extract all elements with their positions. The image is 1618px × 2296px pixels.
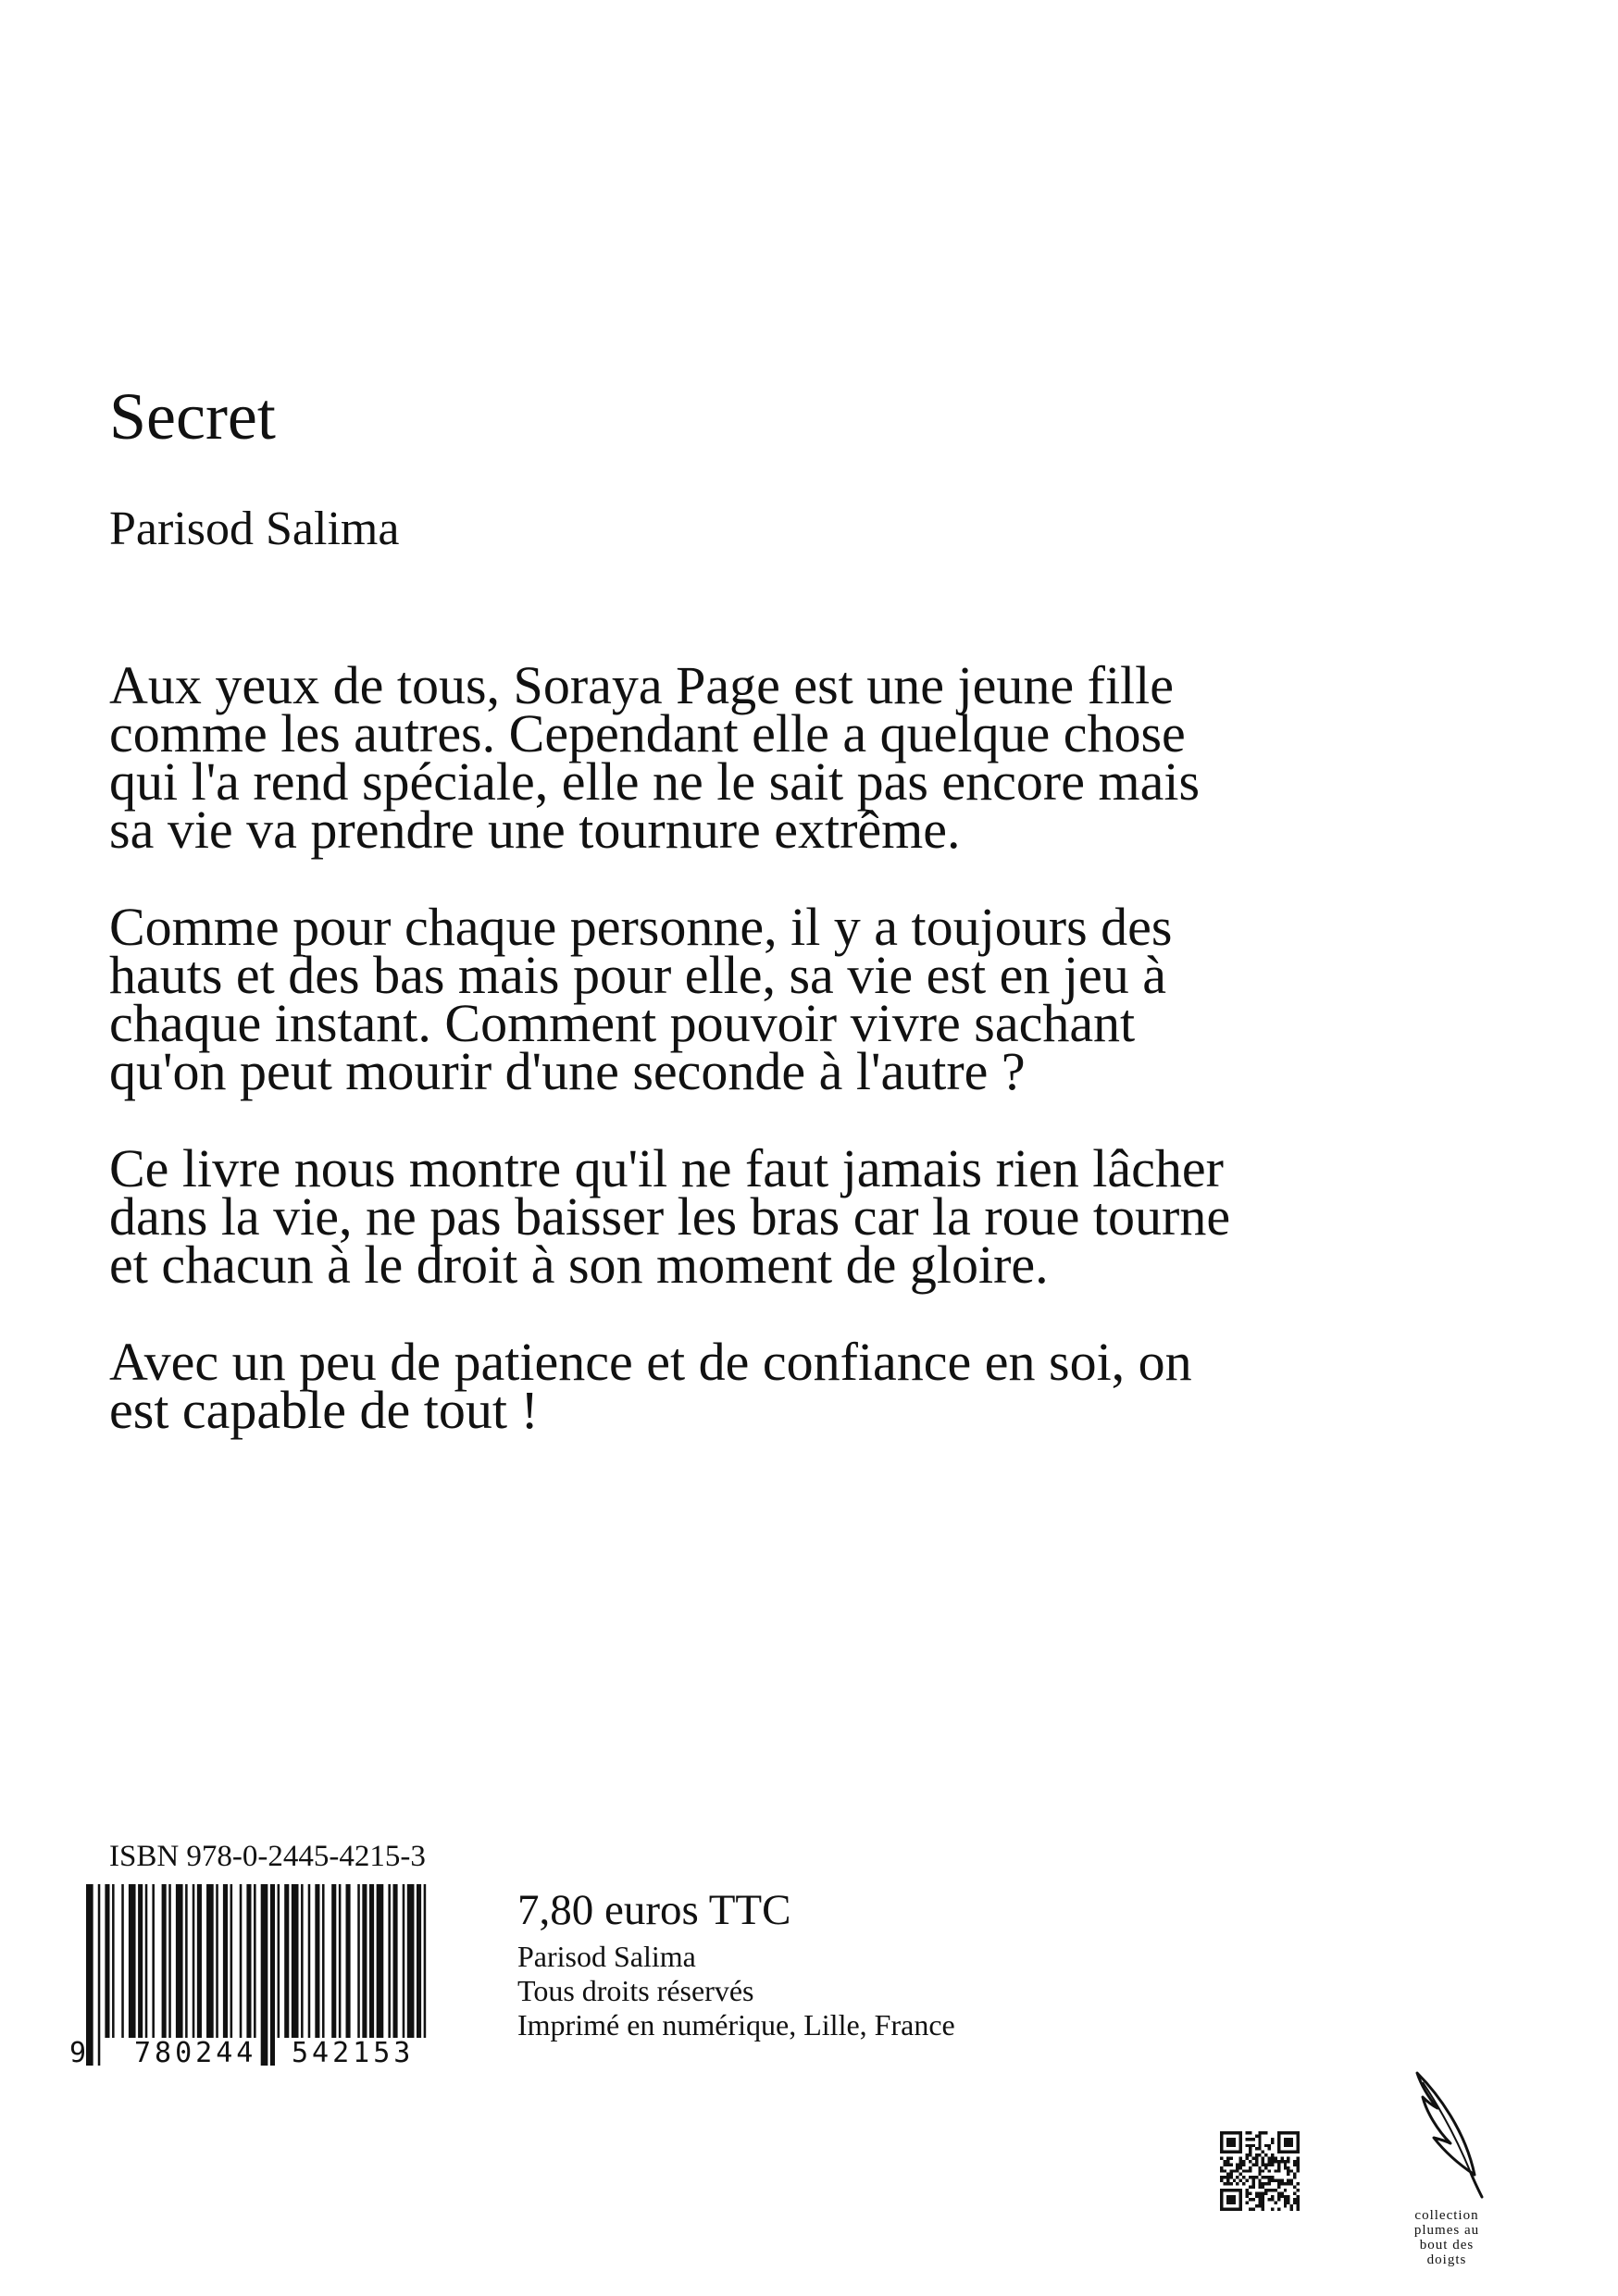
qr-module [1280, 2160, 1283, 2163]
qr-module [1297, 2160, 1300, 2163]
qr-module [1293, 2173, 1296, 2176]
qr-module [1262, 2163, 1264, 2166]
qr-module [1246, 2157, 1249, 2160]
qr-module [1284, 2195, 1287, 2198]
barcode-graphic [69, 1884, 458, 2066]
qr-module [1255, 2160, 1258, 2163]
qr-module [1239, 2157, 1242, 2160]
isbn-barcode [69, 1884, 458, 2066]
qr-module [1249, 2208, 1251, 2211]
qr-module [1274, 2189, 1276, 2191]
qr-module [1297, 2189, 1300, 2191]
qr-module [1277, 2160, 1280, 2163]
qr-module [1268, 2169, 1271, 2172]
qr-module [1255, 2195, 1258, 2198]
qr-module [1271, 2153, 1274, 2156]
qr-module [1255, 2157, 1258, 2160]
qr-module [1262, 2169, 1264, 2172]
qr-module [1226, 2179, 1229, 2182]
barcode-bar [261, 1884, 268, 2066]
qr-module [1280, 2179, 1283, 2182]
qr-module [1258, 2179, 1261, 2182]
barcode-bar [246, 1884, 251, 2038]
barcode-bar [86, 1884, 93, 2066]
qr-module [1220, 2179, 1223, 2182]
qr-module [1297, 2182, 1300, 2185]
qr-module [1262, 2131, 1264, 2134]
qr-module [1297, 2198, 1300, 2201]
qr-module [1251, 2179, 1254, 2182]
barcode-left-digits: 780244 [134, 2037, 257, 2066]
feather-icon [1410, 2066, 1484, 2204]
barcode-bar [417, 1884, 421, 2038]
qr-module [1251, 2163, 1254, 2166]
price: 7,80 euros TTC [517, 1886, 791, 1934]
qr-module [1287, 2182, 1289, 2185]
qr-module [1297, 2195, 1300, 2198]
barcode-bar [331, 1884, 336, 2038]
book-title: Secret [109, 379, 276, 453]
barcode-bar [129, 1884, 136, 2038]
qr-module [1246, 2153, 1249, 2156]
qr-module [1293, 2202, 1296, 2204]
qr-module [1284, 2166, 1287, 2169]
qr-module [1229, 2169, 1232, 2172]
qr-module [1290, 2182, 1293, 2185]
qr-module [1233, 2169, 1236, 2172]
qr-module [1271, 2198, 1274, 2201]
qr-module [1268, 2163, 1271, 2166]
qr-module [1251, 2144, 1254, 2147]
qr-module [1249, 2144, 1251, 2147]
qr-module [1287, 2166, 1289, 2169]
qr-module [1287, 2173, 1289, 2176]
qr-module [1268, 2160, 1271, 2163]
qr-module [1258, 2147, 1261, 2150]
qr-code-graphic [1220, 2131, 1300, 2211]
barcode-bar [176, 1884, 183, 2038]
barcode-bar [121, 1884, 124, 2038]
qr-module [1242, 2169, 1245, 2172]
qr-module [1277, 2166, 1280, 2169]
qr-module [1251, 2157, 1254, 2160]
qr-module [1262, 2151, 1264, 2153]
qr-module [1236, 2176, 1238, 2178]
qr-module [1262, 2157, 1264, 2160]
barcode-bar [168, 1884, 171, 2038]
qr-module [1284, 2198, 1287, 2201]
qr-module [1239, 2163, 1242, 2166]
qr-module [1220, 2176, 1223, 2178]
qr-module [1262, 2202, 1264, 2204]
qr-module [1229, 2182, 1232, 2185]
barcode-right-digits: 542153 [292, 2037, 415, 2066]
qr-module [1297, 2169, 1300, 2172]
qr-module [1274, 2160, 1276, 2163]
barcode-bar [138, 1884, 143, 2038]
qr-module [1271, 2179, 1274, 2182]
qr-module [1249, 2160, 1251, 2163]
qr-module [1287, 2160, 1289, 2163]
qr-module [1287, 2202, 1289, 2204]
barcode-bar [315, 1884, 319, 2038]
qr-module [1249, 2138, 1251, 2141]
qr-module [1258, 2131, 1261, 2134]
qr-module [1287, 2169, 1289, 2172]
printing-info: Imprimé en numérique, Lille, France [517, 2008, 955, 2042]
barcode-bar [377, 1884, 384, 2038]
qr-module [1236, 2182, 1238, 2185]
barcode-bar [105, 1884, 109, 2038]
qr-module [1246, 2191, 1249, 2194]
qr-module [1287, 2157, 1289, 2160]
qr-module [1223, 2182, 1226, 2185]
qr-module [1264, 2163, 1267, 2166]
qr-module [1226, 2163, 1229, 2166]
qr-module [1223, 2169, 1226, 2172]
qr-module [1287, 2179, 1289, 2182]
back-cover-blurb [109, 655, 1248, 1483]
qr-module [1264, 2176, 1267, 2178]
qr-module [1242, 2160, 1245, 2163]
qr-module [1249, 2191, 1251, 2194]
qr-module [1280, 2195, 1283, 2198]
qr-module [1220, 2169, 1223, 2172]
qr-module [1280, 2191, 1283, 2194]
qr-module [1258, 2173, 1261, 2176]
qr-module [1236, 2169, 1238, 2172]
qr-module [1262, 2198, 1264, 2201]
isbn-label: ISBN 978-0-2445-4215-3 [109, 1840, 426, 1873]
qr-module [1293, 2191, 1296, 2194]
qr-module [1246, 2131, 1249, 2134]
qr-module [1284, 2138, 1293, 2147]
qr-module [1268, 2198, 1271, 2201]
barcode-bar [185, 1884, 188, 2038]
qr-module [1223, 2163, 1226, 2166]
publication-info [517, 1884, 955, 2042]
collection-line: collection [1414, 2208, 1479, 2223]
qr-module [1262, 2208, 1264, 2211]
collection-name [1398, 2208, 1496, 2267]
qr-module [1226, 2173, 1229, 2176]
qr-module [1255, 2191, 1258, 2194]
qr-module [1293, 2185, 1296, 2188]
qr-module [1249, 2147, 1251, 2150]
qr-module [1290, 2169, 1293, 2172]
qr-module [1277, 2208, 1280, 2211]
barcode-bar [424, 1884, 427, 2038]
qr-module [1268, 2179, 1271, 2182]
qr-module [1271, 2176, 1274, 2178]
qr-module [1226, 2160, 1229, 2163]
qr-module [1258, 2195, 1261, 2198]
qr-module [1271, 2163, 1274, 2166]
qr-module [1297, 2166, 1300, 2169]
barcode-bar [230, 1884, 233, 2038]
barcode-bar [339, 1884, 342, 2038]
qr-module [1258, 2166, 1261, 2169]
book-author: Parisod Salima [109, 503, 400, 555]
barcode-bar [145, 1884, 148, 2038]
qr-module [1255, 2147, 1258, 2150]
qr-module [1246, 2195, 1249, 2198]
publication-author: Parisod Salima [517, 1940, 696, 1973]
qr-module [1268, 2144, 1271, 2147]
qr-module [1236, 2163, 1238, 2166]
qr-module [1264, 2166, 1267, 2169]
barcode-bar [162, 1884, 167, 2038]
qr-module [1297, 2208, 1300, 2211]
barcode-bar [403, 1884, 405, 2038]
qr-module [1264, 2189, 1267, 2191]
qr-module [1226, 2138, 1236, 2147]
qr-module [1290, 2179, 1293, 2182]
qr-module [1258, 2138, 1261, 2141]
barcode-bar [206, 1884, 214, 2038]
blurb-paragraph: Ce livre nous montre qu'il ne faut jamais rien lâcher dans la vie, ne pas baisser les bras car la roue tourne et chacun à le droit à son moment de gloire. [109, 1138, 1231, 1295]
qr-module [1223, 2160, 1226, 2163]
qr-module [1255, 2153, 1258, 2156]
qr-module [1229, 2176, 1232, 2178]
qr-module [1284, 2160, 1287, 2163]
barcode-bar [357, 1884, 360, 2038]
qr-module [1268, 2189, 1271, 2191]
qr-module [1290, 2204, 1293, 2207]
qr-module [1274, 2179, 1276, 2182]
qr-module [1262, 2191, 1264, 2194]
qr-module [1262, 2195, 1264, 2198]
barcode-bar [407, 1884, 415, 2038]
qr-module [1268, 2182, 1271, 2185]
qr-module [1271, 2138, 1274, 2141]
qr-module [1242, 2176, 1245, 2178]
qr-module [1249, 2151, 1251, 2153]
qr-module [1249, 2176, 1251, 2178]
barcode-bar [223, 1884, 228, 2038]
qr-module [1277, 2198, 1280, 2201]
qr-module [1271, 2189, 1274, 2191]
qr-module [1249, 2169, 1251, 2172]
qr-module [1220, 2166, 1223, 2169]
qr-module [1297, 2157, 1300, 2160]
qr-module [1220, 2157, 1223, 2160]
qr-module [1246, 2138, 1249, 2141]
qr-module [1239, 2166, 1242, 2169]
qr-module [1258, 2144, 1261, 2147]
qr-module [1284, 2163, 1287, 2166]
qr-module [1277, 2163, 1280, 2166]
qr-module [1293, 2163, 1296, 2166]
qr-module [1258, 2204, 1261, 2207]
barcode-bar [292, 1884, 299, 2038]
blurb-paragraph: Comme pour chaque personne, il y a toujours des hauts et des bas mais pour elle, sa vie est en jeu à chaque instant. Comment pouvoir vivre sachant qu'on peut mourir d'une seconde à l'autre ? [109, 897, 1173, 1101]
barcode-bar [193, 1884, 195, 2038]
qr-module [1262, 2185, 1264, 2188]
qr-module [1251, 2208, 1254, 2211]
collection-line: bout des [1419, 2238, 1475, 2253]
qr-module [1277, 2179, 1280, 2182]
collection-line: plumes au [1413, 2223, 1480, 2238]
barcode-bar [112, 1884, 115, 2038]
qr-module [1287, 2198, 1289, 2201]
barcode-bar [278, 1884, 280, 2038]
qr-module [1249, 2185, 1251, 2188]
qr-module [1293, 2160, 1296, 2163]
qr-module [1242, 2163, 1245, 2166]
qr-module [1226, 2182, 1229, 2185]
qr-module [1280, 2182, 1283, 2185]
qr-module [1246, 2189, 1249, 2191]
qr-module [1258, 2202, 1261, 2204]
qr-module [1293, 2176, 1296, 2178]
qr-module [1271, 2208, 1274, 2211]
qr-module [1284, 2189, 1287, 2191]
barcode-bar [322, 1884, 325, 2038]
qr-module [1277, 2169, 1280, 2172]
qr-module [1274, 2202, 1276, 2204]
qr-module [1229, 2173, 1232, 2176]
qr-module [1251, 2138, 1254, 2141]
qr-module [1246, 2202, 1249, 2204]
barcode-bar [393, 1884, 398, 2038]
qr-module [1264, 2182, 1267, 2185]
qr-code [1220, 2131, 1300, 2211]
qr-module [1258, 2169, 1261, 2172]
qr-module [1268, 2157, 1271, 2160]
qr-module [1262, 2204, 1264, 2207]
qr-module [1277, 2191, 1280, 2194]
qr-module [1258, 2141, 1261, 2143]
barcode-bar [152, 1884, 155, 2038]
qr-module [1223, 2176, 1226, 2178]
qr-module [1280, 2157, 1283, 2160]
qr-module [1226, 2157, 1229, 2160]
qr-module [1258, 2153, 1261, 2156]
rights-notice: Tous droits réservés [517, 1974, 754, 2007]
qr-module [1229, 2157, 1232, 2160]
qr-module [1251, 2176, 1254, 2178]
barcode-bar [284, 1884, 289, 2038]
qr-module [1258, 2134, 1261, 2137]
qr-module [1239, 2179, 1242, 2182]
barcode-bar [270, 1884, 275, 2066]
barcode-bar [308, 1884, 311, 2038]
qr-module [1246, 2179, 1249, 2182]
barcode-bar [216, 1884, 218, 2038]
qr-module [1239, 2160, 1242, 2163]
qr-module [1277, 2195, 1280, 2198]
qr-module [1268, 2176, 1271, 2178]
qr-module [1258, 2191, 1261, 2194]
qr-module [1233, 2179, 1236, 2182]
qr-module [1264, 2191, 1267, 2194]
qr-module [1277, 2182, 1280, 2185]
qr-module [1249, 2153, 1251, 2156]
qr-module [1284, 2204, 1287, 2207]
qr-module [1251, 2198, 1254, 2201]
qr-module [1249, 2131, 1251, 2134]
qr-module [1271, 2141, 1274, 2143]
qr-module [1239, 2173, 1242, 2176]
qr-module [1277, 2185, 1280, 2188]
qr-module [1271, 2160, 1274, 2163]
qr-module [1246, 2144, 1249, 2147]
qr-module [1290, 2208, 1293, 2211]
qr-module [1226, 2176, 1229, 2178]
qr-module [1287, 2195, 1289, 2198]
qr-module [1258, 2182, 1261, 2185]
qr-module [1255, 2163, 1258, 2166]
qr-module [1226, 2195, 1236, 2204]
barcode-bar [301, 1884, 304, 2038]
blurb-paragraph: Avec un peu de patience et de confiance en soi, on est capable de tout ! [109, 1332, 1192, 1440]
blurb-paragraph: Aux yeux de tous, Soraya Page est une jeune fille comme les autres. Cependant elle a quelque chose qui l'a rend spéciale, elle ne le sait pas encore mais sa vie va prendre une tournure extrême. [109, 655, 1201, 860]
barcode-bar [240, 1884, 243, 2038]
collection-line: doigts [1426, 2253, 1467, 2267]
qr-module [1242, 2182, 1245, 2185]
qr-module [1271, 2195, 1274, 2198]
collection-logo [1398, 2066, 1496, 2267]
barcode-lead-digit: 9 [69, 2037, 87, 2066]
barcode-bar [346, 1884, 351, 2038]
barcode-bar [362, 1884, 367, 2038]
barcode-bar [254, 1884, 256, 2038]
qr-module [1264, 2144, 1267, 2147]
barcode-bar [369, 1884, 374, 2038]
qr-module [1229, 2163, 1232, 2166]
qr-module [1274, 2157, 1276, 2160]
qr-module [1262, 2182, 1264, 2185]
qr-module [1284, 2202, 1287, 2204]
qr-module [1258, 2185, 1261, 2188]
qr-module [1246, 2169, 1249, 2172]
qr-module [1249, 2198, 1251, 2201]
qr-module [1271, 2157, 1274, 2160]
barcode-bar [388, 1884, 391, 2038]
qr-module [1264, 2131, 1267, 2134]
qr-module [1297, 2163, 1300, 2166]
qr-module [1255, 2204, 1258, 2207]
qr-module [1274, 2169, 1276, 2172]
qr-module [1255, 2134, 1258, 2137]
qr-module [1264, 2153, 1267, 2156]
qr-module [1268, 2147, 1271, 2150]
qr-module [1262, 2160, 1264, 2163]
qr-module [1297, 2204, 1300, 2207]
barcode-bar [197, 1884, 202, 2038]
qr-module [1284, 2182, 1287, 2185]
qr-module [1255, 2176, 1258, 2178]
qr-module [1262, 2176, 1264, 2178]
qr-module [1297, 2202, 1300, 2204]
barcode-bar [98, 1884, 101, 2066]
qr-module [1236, 2166, 1238, 2169]
qr-module [1258, 2198, 1261, 2201]
qr-module [1251, 2182, 1254, 2185]
qr-module [1293, 2198, 1296, 2201]
qr-module [1251, 2185, 1254, 2188]
qr-module [1249, 2166, 1251, 2169]
